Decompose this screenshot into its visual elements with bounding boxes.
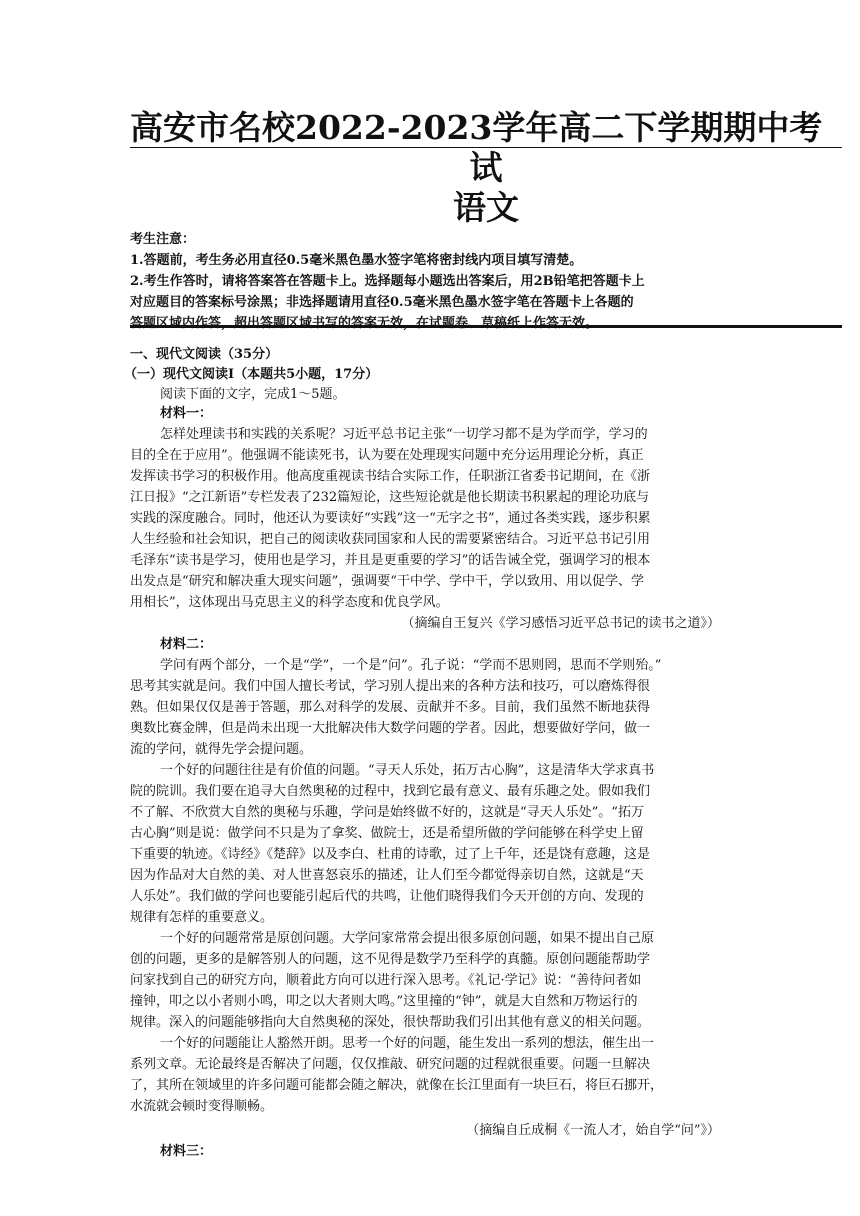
material2-source: （摘编自丘成桐《一流人才，始自学“问”》） — [466, 1123, 720, 1138]
paragraph-line: 江日报》“之江新语”专栏发表了232篇短论，这些短论就是他长期读书积累起的理论功底与 — [130, 490, 650, 505]
paragraph-line: 发挥读书学习的积极作用。他高度重视读书结合实际工作，任职浙江省委书记期间，在《浙 — [130, 469, 651, 484]
paragraph-line: 用相长”，这体现出马克思主义的科学态度和优良学风。 — [130, 595, 449, 610]
paragraph-line: 了，其所在领域里的许多问题可能都会随之解决，就像在长江里面有一块巨石，将巨石挪开， — [130, 1078, 664, 1093]
exam-title-line1: 高安市名校2022-2023学年高二下学期期中考 — [130, 108, 823, 147]
paragraph-line: 思考其实就是问。我们中国人擅长考试，学习别人提出来的各种方法和技巧，可以磨炼得很 — [130, 679, 651, 694]
paragraph-line: 目的全在于应用”。他强调不能读死书，认为要在处理现实问题中充分运用理论分析，真正 — [130, 448, 644, 463]
paragraph-line: 水流就会顿时变得顺畅。 — [130, 1099, 274, 1114]
paragraph-line: 撞钟，叩之以小者则小鸣，叩之以大者则大鸣。”这里撞的“钟”，就是大自然和万物运行的 — [130, 994, 638, 1009]
paragraph-line: 人乐处”。我们做的学问也要能引起后代的共鸣，让他们晓得我们今天开创的方向、发现的 — [130, 889, 644, 904]
paragraph-line: 问家找到自己的研究方向，顺着此方向可以进行深入思考。《礼记·学记》说：“善待问者如 — [130, 973, 642, 988]
material2-label: 材料二： — [160, 637, 213, 652]
notice-divider — [130, 325, 842, 328]
material3-label: 材料三： — [160, 1144, 213, 1159]
paragraph-line: 毛泽东“读书是学习，使用也是学习，并且是更重要的学习”的话告诫全党，强调学习的根本 — [130, 553, 651, 568]
instruction-text: 阅读下面的文字，完成1～5题。 — [160, 387, 346, 402]
material1-source: （摘编自王复兴《学习感悟习近平总书记的读书之道》） — [401, 616, 720, 631]
notice-line: 对应题目的答案标号涂黑；非选择题请用直径0.5毫米黑色墨水签字笔在答题卡上各题的 — [130, 295, 634, 310]
paragraph-line: 古心胸”则是说：做学问不只是为了拿奖、做院士，还是希望所做的学问能够在科学史上留 — [130, 826, 644, 841]
paragraph-line: 实践的深度融合。同时，他还认为要读好“实践”这一“无字之书”，通过各类实践，逐步积累 — [130, 511, 651, 526]
notice-line: 1.答题前，考生务必用直径0.5毫米黑色墨水签字笔将密封线内项目填写清楚。 — [130, 253, 583, 268]
paragraph-line: 人生经验和社会知识，把自己的阅读收获同国家和人民的需要紧密结合。习近平总书记引用 — [130, 532, 651, 547]
notice-heading: 考生注意： — [130, 232, 196, 247]
paragraph-line: 一个好的问题能让人豁然开朗。思考一个好的问题，能生发出一系列的想法，催生出一 — [160, 1036, 655, 1051]
paragraph-line: 因为作品对大自然的美、对人世喜怒哀乐的描述，让人们至今都觉得亲切自然，这就是“天 — [130, 868, 644, 883]
notice-line: 答题区域内作答，超出答题区域书写的答案无效，在试题卷、草稿纸上作答无效。 — [130, 316, 599, 331]
paragraph-line: 流的学问，就得先学会提问题。 — [130, 742, 313, 757]
paragraph-line: 一个好的问题往往是有价值的问题。“寻天人乐处，拓万古心胸”，这是清华大学求真书 — [160, 763, 655, 778]
subject-title: 语文 — [453, 188, 519, 227]
material1-label: 材料一： — [160, 406, 213, 421]
paragraph-line: 规律有怎样的重要意义。 — [130, 910, 274, 925]
paragraph-line: 一个好的问题常常是原创问题。大学问家常常会提出很多原创问题，如果不提出自己原 — [160, 931, 655, 946]
paragraph-line: 怎样处理读书和实践的关系呢？习近平总书记主张“一切学习都不是为学而学，学习的 — [160, 427, 648, 442]
paragraph-line: 创的问题，更多的是解答别人的问题，这不见得是数学乃至科学的真髓。原创问题能帮助学 — [130, 952, 651, 967]
section-heading: 一、现代文阅读（35分） — [130, 347, 279, 362]
paragraph-line: 下重要的轨迹。《诗经》《楚辞》以及李白、杜甫的诗歌，过了上千年，还是饶有意趣，这是 — [130, 847, 651, 862]
paragraph-line: 熟。但如果仅仅是善于答题，那么对科学的发展、贡献并不多。目前，我们虽然不断地获得 — [130, 700, 651, 715]
paragraph-line: 院的院训。我们要在追寻大自然奥秘的过程中，找到它最有意义、最有乐趣之处。假如我们 — [130, 784, 651, 799]
paragraph-line: 不了解、不欣赏大自然的奥秘与乐趣，学问是始终做不好的，这就是“寻天人乐处”。“拓万 — [130, 805, 644, 820]
notice-line: 2.考生作答时，请将答案答在答题卡上。选择题每小题选出答案后，用2B铅笔把答题卡上 — [130, 274, 645, 289]
exam-title-line2: 试 — [469, 148, 503, 187]
paragraph-line: 规律。深入的问题能够指向大自然奥秘的深处，很快帮助我们引出其他有意义的相关问题。 — [130, 1015, 651, 1030]
paragraph-line: 奥数比赛金牌，但是尚未出现一大批解决伟大数学问题的学者。因此，想要做好学问，做一 — [130, 721, 651, 736]
paragraph-line: 学问有两个部分，一个是“学”，一个是“问”。孔子说：“学而不思则罔，思而不学则殆。” — [160, 658, 662, 673]
subsection-heading: （一）现代文阅读Ⅰ（本题共5小题，17分） — [124, 367, 379, 382]
paragraph-line: 系列文章。无论最终是否解决了问题，仅仅推敲、研究问题的过程就很重要。问题一旦解决 — [130, 1057, 651, 1072]
paragraph-line: 出发点是“研究和解决重大现实问题”，强调要“干中学、学中干，学以致用、用以促学、学 — [130, 574, 644, 589]
